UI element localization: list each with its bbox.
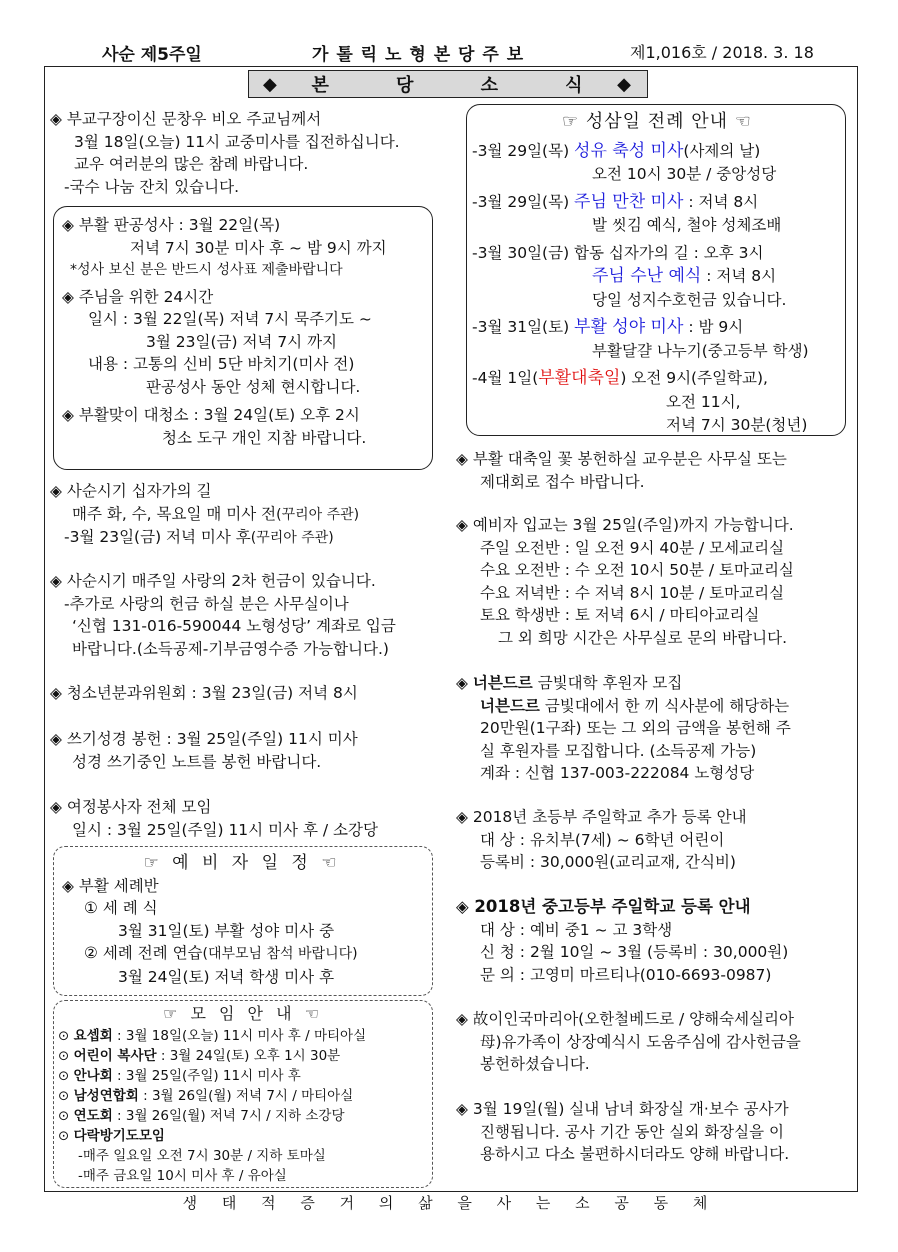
notice-line: 3월 31일(토) 부활 성야 미사 중 [118, 921, 335, 940]
notice-line: 수요 저녁반 : 수 저녁 8시 10분 / 토마교리실 [480, 583, 785, 602]
notice-heading: ◈ 2018년 중고등부 주일학교 등록 안내 [456, 897, 751, 916]
rite-line: 저녁 7시 30분(청년) [666, 416, 808, 434]
bullet-icon: ⊙ [58, 1068, 70, 1084]
notice-heading: ◈ 쓰기성경 봉헌 : 3월 25일(주일) 11시 미사 [50, 730, 358, 748]
notice-line: 토요 학생반 : 토 저녁 6시 / 마티아교리실 [480, 606, 760, 624]
notice-line: 문 의 : 고영미 마르티나(010-6693-0987) [480, 965, 772, 984]
notice-line: ‘신협 131-016-590044 노형성당’ 계좌로 입금 [72, 617, 396, 635]
notice-line: 교우 여러분의 많은 참례 바랍니다. [74, 155, 309, 173]
section-title-word: 식 [565, 75, 585, 96]
meeting-name: 요셉회 [73, 1028, 113, 1044]
notice-line: 母)유가족이 상장예식시 도움주심에 감사헌금을 [480, 1032, 801, 1051]
list-item [58, 1046, 428, 1066]
notice-heading: ◈ 예비자 입교는 3월 25일(주일)까지 가능합니다. [456, 516, 794, 534]
notice-line: 대 상 : 예비 중1 ~ 고 3학생 [480, 920, 673, 939]
rite-line: -3월 29일(목) 주님 만찬 미사 : 저녁 8시 [472, 191, 759, 212]
notice-heading: ◈ 부활맞이 대청소 : 3월 24일(토) 오후 2시 [62, 406, 360, 424]
notice-heading: ◈ 부활 판공성사 : 3월 22일(목) [62, 216, 281, 234]
bishop-notice [50, 108, 400, 198]
meeting-name: 연도회 [73, 1108, 113, 1124]
bullet-icon: ⊙ [58, 1048, 70, 1064]
notice-line: 진행됩니다. 공사 기간 동안 실외 화장실을 이 [480, 1122, 785, 1141]
list-item [58, 1086, 428, 1106]
notice-line: 수요 오전반 : 수 오전 10시 50분 / 토마교리실 [480, 561, 794, 579]
list-item [58, 1126, 428, 1146]
second-collection-notice [50, 570, 396, 660]
meeting-detail: : 3월 25일(주일) 11시 미사 후 [112, 1068, 301, 1084]
meeting-sub-line: -매주 일요일 오전 7시 30분 / 지하 토마실 [78, 1148, 326, 1164]
notice-line: 3월 23일(금) 저녁 7시 까지 [146, 332, 338, 351]
notice-heading: ◈ 여정봉사자 전체 모임 [50, 798, 212, 816]
notice-line: 성경 쓰기중인 노트를 봉헌 바랍니다. [72, 752, 322, 771]
bullet-icon: ⊙ [58, 1128, 70, 1144]
diamond-icon: ◆ [617, 73, 633, 95]
bullet-icon: ⊙ [58, 1088, 70, 1104]
rite-line: 오전 10시 30분 / 중앙성당 [592, 165, 777, 183]
notice-line: 매주 화, 수, 목요일 매 미사 전 [72, 504, 277, 523]
meeting-detail: : 3월 26일(월) 저녁 7시 / 마티아실 [138, 1088, 354, 1104]
notice-line: *성사 보신 분은 반드시 성사표 제출바랍니다 [70, 262, 343, 278]
sponsor-recruit-notice [456, 672, 791, 785]
issue-number-date: 제1,016호 / 2018. 3. 18 [630, 43, 814, 62]
meeting-sub-line: -매주 금요일 10시 미사 후 / 유아실 [78, 1168, 287, 1184]
notice-line: 판공성사 동안 성체 현시합니다. [146, 377, 361, 396]
notice-line: -3월 23일(금) 저녁 미사 후 [64, 528, 251, 546]
bible-writing-notice [50, 728, 358, 773]
meeting-detail: : 3월 26일(월) 저녁 7시 / 지하 소강당 [112, 1108, 345, 1124]
meeting-detail: : 3월 24일(토) 오후 1시 30분 [156, 1048, 341, 1064]
stations-of-cross-notice [50, 480, 359, 550]
rite-line: -4월 1일(부활대축일) 오전 9시(주일학교), [472, 368, 768, 388]
list-item [58, 1026, 428, 1046]
rite-name: 부활대축일 [538, 368, 621, 388]
meeting-name: 어린이 복사단 [73, 1048, 157, 1064]
footer-motto: 생 태 적 증 거 의 삶 을 사 는 소 공 동 체 [182, 1194, 718, 1212]
rite-name: 부활 성야 미사 [574, 317, 684, 337]
notice-heading: ◈ 주님을 위한 24시간 [62, 287, 214, 306]
notice-line: 그 외 희망 시간은 사무실로 문의 바랍니다. [498, 628, 788, 647]
notice-line: 바랍니다.(소득공제-기부금영수증 가능합니다.) [72, 639, 389, 658]
notice-note: (꾸리아 주관) [250, 530, 334, 546]
youth-committee-notice [50, 682, 358, 705]
meeting-name: 안나회 [73, 1068, 113, 1084]
section-title-word: 본 [311, 75, 331, 96]
notice-heading: ◈ 사순시기 십자가의 길 [50, 482, 212, 500]
catechism-class-notice [456, 514, 794, 649]
diamond-icon: ◆ [263, 73, 279, 95]
notice-line: -국수 나눔 잔치 있습니다. [64, 177, 240, 196]
triduum-schedule: ☞ 성삼일 전례 안내 ☜ -3월 29일(목) 성유 축성 미사(사제의 날) 오전 10시 30분 / 중앙성당 -3월 29일(목) 주님 만찬 미사 : 저녁 8시 발 씻김 예식, 철야 성체조배 -3월 30일(금) 합동 십자가의 길 : 오후 3시 주님 수난 예식 : 저녁 8시 당일 성지수호헌금 있습니다. -3월 31일(토) 부활 성야 미사 : 밤 9시 부활달걀 나누기(중고등부 학생) -4월 1일(부활대축일) 오전 9시(주일학교), 오전 11시, 저녁 7시 30분(청년) [472, 110, 842, 438]
catechumen-schedule-title: ☞ 예 비 자 일 정 ☜ [143, 853, 341, 873]
rite-line: -3월 30일(금) 합동 십자가의 길 : 오후 3시 [472, 243, 764, 262]
highschool-notice [456, 896, 788, 986]
bulletin-section-label: 사순 제5주일 [102, 45, 202, 65]
notice-line: ② 세례 전례 연습 [84, 944, 203, 962]
notice-line: 청소 도구 개인 지참 바랍니다. [162, 428, 367, 447]
section-title-word: 소 [480, 75, 500, 96]
notice-heading: ◈ 2018년 초등부 주일학교 추가 등록 안내 [456, 808, 747, 826]
notice-line: 신 청 : 2월 10일 ~ 3월 (등록비 : 30,000원) [480, 943, 789, 961]
notice-line: 너븐드르 금빛대에서 한 끼 식사분에 해당하는 [480, 695, 790, 715]
rite-line: 오전 11시, [666, 392, 741, 411]
rite-line: 당일 성지수호헌금 있습니다. [592, 290, 787, 309]
notice-line: 저녁 7시 30분 미사 후 ~ 밤 9시 까지 [130, 238, 387, 257]
notice-line: ① 세 례 식 [84, 899, 158, 917]
easter-flowers-notice [456, 448, 787, 493]
rite-name: 주님 만찬 미사 [574, 191, 684, 212]
meetings-list [58, 1004, 428, 1186]
notice-line: 일시 : 3월 22일(목) 저녁 7시 묵주기도 ~ [88, 310, 372, 328]
notice-line: 대 상 : 유치부(7세) ~ 6학년 어린이 [480, 830, 725, 849]
rite-name: 성유 축성 미사 [574, 140, 684, 161]
notice-line: 내용 : 고통의 신비 5단 바치기(미사 전) [88, 355, 355, 373]
section-title-banner [248, 70, 648, 98]
meeting-name: 남성연합회 [73, 1088, 139, 1104]
bullet-icon: ⊙ [58, 1028, 70, 1044]
triduum-title: ☞ 성삼일 전례 안내 ☜ [562, 111, 752, 132]
restroom-repair-notice [456, 1098, 789, 1166]
notice-line: 계좌 : 신협 137-003-222084 노형성당 [480, 764, 755, 782]
rite-name: 주님 수난 예식 [592, 266, 702, 286]
bulletin-title: 가 톨 릭 노 형 본 당 주 보 [312, 45, 525, 65]
notice-heading: ◈ 부교구장이신 문창우 비오 주교님께서 [50, 110, 322, 128]
rite-line: -3월 29일(목) 성유 축성 미사(사제의 날) [472, 140, 761, 161]
rite-line: 발 씻김 예식, 철야 성체조배 [592, 216, 782, 234]
notice-line: 일시 : 3월 25일(주일) 11시 미사 후 / 소강당 [72, 820, 378, 839]
lent-events-content [62, 214, 387, 449]
notice-line: 용하시고 다소 불편하시더라도 양해 바랍니다. [480, 1145, 790, 1163]
list-item [58, 1066, 428, 1086]
notice-note: (꾸리아 주관) [276, 506, 360, 523]
notice-heading: ◈ 부활 세례반 [62, 876, 159, 895]
meetings-title: ☞ 모 임 안 내 ☜ [163, 1004, 323, 1023]
notice-line: -추가로 사랑의 헌금 하실 분은 사무실이나 [64, 594, 349, 613]
volunteer-meeting-notice [50, 796, 378, 841]
catechumen-schedule [62, 852, 422, 988]
notice-note: (대부모님 참석 바랍니다) [202, 946, 358, 962]
notice-line: 봉헌하셨습니다. [480, 1055, 590, 1073]
rite-line: 부활달걀 나누기(중고등부 학생) [592, 341, 809, 360]
thanks-offering-notice [456, 1008, 801, 1076]
notice-heading: ◈ 故이인국마리아(오한철베드로 / 양해숙세실리아 [456, 1010, 794, 1028]
notice-line: 3월 24일(토) 저녁 학생 미사 후 [118, 967, 335, 986]
notice-line: 3월 18일(오늘) 11시 교중미사를 집전하십니다. [74, 132, 400, 151]
section-title-word: 당 [396, 75, 416, 96]
notice-line: 20만원(1구좌) 또는 그 외의 금액을 봉헌해 주 [480, 719, 791, 737]
notice-line: 제대회로 접수 바랍니다. [480, 472, 645, 491]
notice-heading: ◈ 사순시기 매주일 사랑의 2차 헌금이 있습니다. [50, 572, 376, 590]
rite-line: -3월 31일(토) 부활 성야 미사 : 밤 9시 [472, 317, 744, 337]
meeting-detail: : 3월 18일(오늘) 11시 미사 후 / 마티아실 [112, 1028, 367, 1044]
notice-heading: ◈ 부활 대축일 꽃 봉헌하실 교우분은 사무실 또는 [456, 450, 787, 468]
notice-line: 주일 오전반 : 일 오전 9시 40분 / 모세교리실 [480, 538, 785, 557]
meeting-name: 다락방기도모임 [73, 1128, 165, 1144]
notice-line: 등록비 : 30,000원(교리교재, 간식비) [480, 853, 736, 871]
notice-heading: ◈ 청소년분과위원회 : 3월 23일(금) 저녁 8시 [50, 684, 358, 702]
elementary-school-notice [456, 806, 747, 874]
notice-heading: ◈ 너븐드르 금빛대학 후원자 모집 [456, 673, 683, 692]
notice-heading: ◈ 3월 19일(월) 실내 남녀 화장실 개·보수 공사가 [456, 1100, 789, 1118]
notice-line: 실 후원자를 모집합니다. (소득공제 가능) [480, 741, 757, 760]
bullet-icon: ⊙ [58, 1108, 70, 1124]
list-item [58, 1106, 428, 1126]
